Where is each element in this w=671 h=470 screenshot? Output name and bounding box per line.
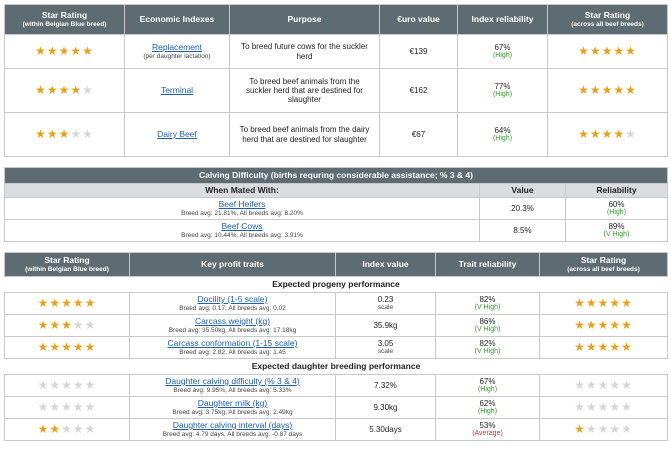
calving-value: 8.5%: [480, 220, 566, 242]
breed-avg-note: Breed avg: 2.82, All breeds avg: 1.45: [179, 348, 286, 356]
purpose-text: To breed future cows for the suckler herd: [230, 35, 380, 69]
calving-difficulty-title: Calving Difficulty (births requring considerable assistance; % 3 & 4): [5, 168, 668, 184]
star-icon: ★: [49, 421, 62, 436]
star-icon: ★: [574, 421, 586, 436]
daughter-calving-interval-link[interactable]: Daughter calving interval (days): [172, 419, 293, 430]
star-icon: ★: [578, 82, 590, 97]
star-icon: ★: [46, 126, 59, 141]
star-icon: ★: [625, 43, 637, 58]
index-value: 5.30days: [336, 419, 436, 441]
star-icon: ★: [37, 317, 50, 332]
daughter-calving-difficulty-link[interactable]: Daughter calving difficulty (% 3 & 4): [165, 375, 300, 386]
header-star-rating-breed: Star Rating (within Belgian Blue breed): [5, 5, 125, 35]
euro-value: €139: [380, 35, 458, 69]
star-icon: ★: [49, 399, 62, 414]
header-reliability: Reliability: [566, 184, 668, 198]
star-icon: ★: [84, 399, 97, 414]
star-icon: ★: [597, 421, 610, 436]
star-icon: ★: [61, 421, 73, 436]
star-icon: ★: [585, 317, 598, 332]
profit-traits-table: [4, 252, 668, 441]
breed-avg-note: Breed avg: 4.79 days, All breeds avg: -0.87 days: [162, 430, 303, 438]
star-icon: ★: [37, 295, 50, 310]
star-icon: ★: [597, 317, 610, 332]
table-row: [5, 35, 668, 69]
star-icon: ★: [621, 421, 633, 436]
star-icon: ★: [61, 295, 73, 310]
star-rating-all: [574, 378, 633, 392]
star-rating-all: [578, 83, 637, 97]
star-icon: ★: [72, 295, 85, 310]
star-icon: ★: [613, 43, 626, 58]
star-icon: ★: [578, 126, 590, 141]
star-icon: ★: [625, 82, 637, 97]
table-row: [5, 375, 668, 397]
star-icon: ★: [609, 317, 622, 332]
star-icon: ★: [621, 317, 633, 332]
terminal-index-link[interactable]: Terminal: [160, 84, 194, 95]
star-icon: ★: [574, 399, 586, 414]
index-value: 7.32%: [336, 375, 436, 397]
index-reliability: 67% (High): [458, 35, 548, 69]
calving-reliability: 89% (V High): [566, 220, 668, 242]
trait-reliability: 62% (High): [436, 397, 540, 419]
star-rating-breed: [38, 318, 97, 332]
trait-reliability: 82% (V High): [436, 293, 540, 315]
star-icon: ★: [72, 399, 85, 414]
star-icon: ★: [70, 82, 83, 97]
star-icon: ★: [585, 339, 598, 354]
dairy-beef-index-link[interactable]: Dairy Beef: [157, 128, 197, 139]
index-note: (per daughter lactation): [143, 52, 211, 60]
star-icon: ★: [574, 317, 586, 332]
star-icon: ★: [58, 126, 71, 141]
star-rating-all: [578, 127, 637, 141]
header-trait-reliability: Trait reliability: [436, 253, 540, 277]
calving-reliability: 60% (High): [566, 198, 668, 220]
table-row: [5, 220, 668, 242]
star-icon: ★: [621, 399, 633, 414]
star-icon: ★: [72, 421, 85, 436]
star-icon: ★: [625, 126, 637, 141]
purpose-text: To breed beef animals from the suckler herd that are destined for slaughter: [230, 69, 380, 113]
star-icon: ★: [49, 377, 62, 392]
star-icon: ★: [49, 339, 62, 354]
trait-reliability: 53% (Average): [436, 419, 540, 441]
star-rating-breed: [38, 340, 97, 354]
star-icon: ★: [46, 82, 59, 97]
index-value: 3.05 scale: [336, 337, 436, 359]
star-rating-breed: [38, 378, 97, 392]
star-rating-all: [574, 296, 633, 310]
section-daughter-performance: Expected daughter breeding performance: [5, 359, 668, 375]
star-icon: ★: [72, 377, 85, 392]
daughter-milk-link[interactable]: Daughter milk (kg): [197, 397, 268, 408]
index-value: 9.30kg: [336, 397, 436, 419]
star-icon: ★: [82, 126, 94, 141]
table-row: [5, 397, 668, 419]
star-icon: ★: [601, 82, 614, 97]
calving-difficulty-table: [4, 167, 668, 242]
header-key-profit-traits: Key profit traits: [130, 253, 336, 277]
star-icon: ★: [37, 399, 50, 414]
carcass-conformation-link[interactable]: Carcass conformation (1-15 scale): [167, 337, 298, 348]
header-euro-value: €uro value: [380, 5, 458, 35]
star-rating-breed: [38, 296, 97, 310]
breed-avg-note: Breed avg: 10.44%, All breeds avg: 3.91%: [181, 231, 303, 239]
star-icon: ★: [35, 126, 47, 141]
star-icon: ★: [613, 126, 626, 141]
star-icon: ★: [609, 339, 622, 354]
star-icon: ★: [61, 317, 73, 332]
star-icon: ★: [601, 43, 614, 58]
star-icon: ★: [84, 377, 97, 392]
index-reliability: 64% (High): [458, 113, 548, 157]
star-rating-breed: [38, 400, 97, 414]
beef-cows-link[interactable]: Beef Cows: [221, 220, 263, 231]
star-icon: ★: [621, 339, 633, 354]
star-rating-all: [574, 422, 633, 436]
breed-avg-note: Breed avg: 3.75kg, All breeds avg: 2.49kg: [172, 408, 293, 416]
star-icon: ★: [597, 339, 610, 354]
star-icon: ★: [61, 399, 73, 414]
star-icon: ★: [597, 295, 610, 310]
replacement-index-link[interactable]: Replacement: [151, 41, 203, 52]
star-rating-all: [574, 340, 633, 354]
table-row: [5, 69, 668, 113]
header-when-mated: When Mated With:: [5, 184, 480, 198]
star-icon: ★: [84, 421, 97, 436]
star-rating-breed: [35, 44, 94, 58]
header-index-value: Index value: [336, 253, 436, 277]
breed-avg-note: Breed avg: 0.17, All breeds avg: 0.02: [179, 304, 286, 312]
table-row: [5, 293, 668, 315]
star-icon: ★: [597, 399, 610, 414]
carcass-weight-link[interactable]: Carcass weight (kg): [194, 315, 271, 326]
breed-avg-note: Breed avg: 35.50kg, All breeds avg: 17.18kg: [168, 326, 297, 334]
star-rating-breed: [35, 127, 94, 141]
index-value: 0.23 scale: [336, 293, 436, 315]
breed-avg-note: Breed avg: 21.81%, All breeds avg: 8.20%: [181, 209, 303, 217]
star-icon: ★: [589, 126, 602, 141]
star-icon: ★: [49, 317, 62, 332]
star-icon: ★: [609, 399, 622, 414]
star-icon: ★: [84, 339, 97, 354]
trait-reliability: 82% (V High): [436, 337, 540, 359]
star-icon: ★: [84, 317, 97, 332]
star-icon: ★: [37, 339, 50, 354]
trait-reliability: 67% (High): [436, 375, 540, 397]
star-icon: ★: [609, 421, 622, 436]
star-icon: ★: [585, 399, 598, 414]
star-icon: ★: [70, 126, 83, 141]
star-icon: ★: [58, 43, 71, 58]
beef-heifers-link[interactable]: Beef Heifers: [218, 198, 266, 209]
star-rating-breed: [38, 422, 97, 436]
table-row: [5, 337, 668, 359]
header-star-rating-all: Star Rating (across all beef breeds): [548, 5, 668, 35]
purpose-text: To breed beef animals from the dairy herd that are destined for slaughter: [230, 113, 380, 157]
star-icon: ★: [621, 295, 633, 310]
trait-reliability: 86% (V High): [436, 315, 540, 337]
star-icon: ★: [61, 339, 73, 354]
star-icon: ★: [574, 295, 586, 310]
star-icon: ★: [72, 339, 85, 354]
header-star-rating-all: Star Rating (across all beef breeds): [540, 253, 668, 277]
star-icon: ★: [613, 82, 626, 97]
euro-value: €67: [380, 113, 458, 157]
star-icon: ★: [589, 82, 602, 97]
header-value: Value: [480, 184, 566, 198]
star-icon: ★: [72, 317, 85, 332]
star-icon: ★: [597, 377, 610, 392]
star-icon: ★: [574, 339, 586, 354]
economic-index-table: [4, 4, 668, 157]
star-icon: ★: [61, 377, 73, 392]
star-rating-all: [574, 318, 633, 332]
euro-value: €162: [380, 69, 458, 113]
star-icon: ★: [601, 126, 614, 141]
star-icon: ★: [82, 43, 94, 58]
star-icon: ★: [82, 82, 94, 97]
star-icon: ★: [574, 377, 586, 392]
header-purpose: Purpose: [230, 5, 380, 35]
star-rating-breed: [35, 83, 94, 97]
star-icon: ★: [609, 295, 622, 310]
calving-value: 20.3%: [480, 198, 566, 220]
index-reliability: 77% (High): [458, 69, 548, 113]
docility-link[interactable]: Docility (1-5 scale): [197, 293, 268, 304]
star-icon: ★: [37, 421, 50, 436]
index-value: 35.9kg: [336, 315, 436, 337]
star-icon: ★: [578, 43, 590, 58]
star-icon: ★: [84, 295, 97, 310]
star-icon: ★: [70, 43, 83, 58]
header-index-reliability: Index reliability: [458, 5, 548, 35]
star-icon: ★: [585, 295, 598, 310]
star-icon: ★: [609, 377, 622, 392]
table-row: [5, 113, 668, 157]
table-row: [5, 198, 668, 220]
star-icon: ★: [49, 295, 62, 310]
star-rating-all: [574, 400, 633, 414]
star-icon: ★: [585, 421, 598, 436]
star-icon: ★: [589, 43, 602, 58]
table-row: [5, 419, 668, 441]
table-row: [5, 315, 668, 337]
header-economic-indexes: Economic Indexes: [125, 5, 230, 35]
star-icon: ★: [621, 377, 633, 392]
star-icon: ★: [35, 82, 47, 97]
star-rating-all: [578, 44, 637, 58]
star-icon: ★: [37, 377, 50, 392]
header-star-rating-breed: Star Rating (within Belgian Blue breed): [5, 253, 130, 277]
star-icon: ★: [58, 82, 71, 97]
section-progeny-performance: Expected progeny performance: [5, 277, 668, 293]
star-icon: ★: [585, 377, 598, 392]
star-icon: ★: [35, 43, 47, 58]
breed-avg-note: Breed avg: 9.95%, All breeds avg: 5.33%: [173, 386, 292, 394]
star-icon: ★: [46, 43, 59, 58]
